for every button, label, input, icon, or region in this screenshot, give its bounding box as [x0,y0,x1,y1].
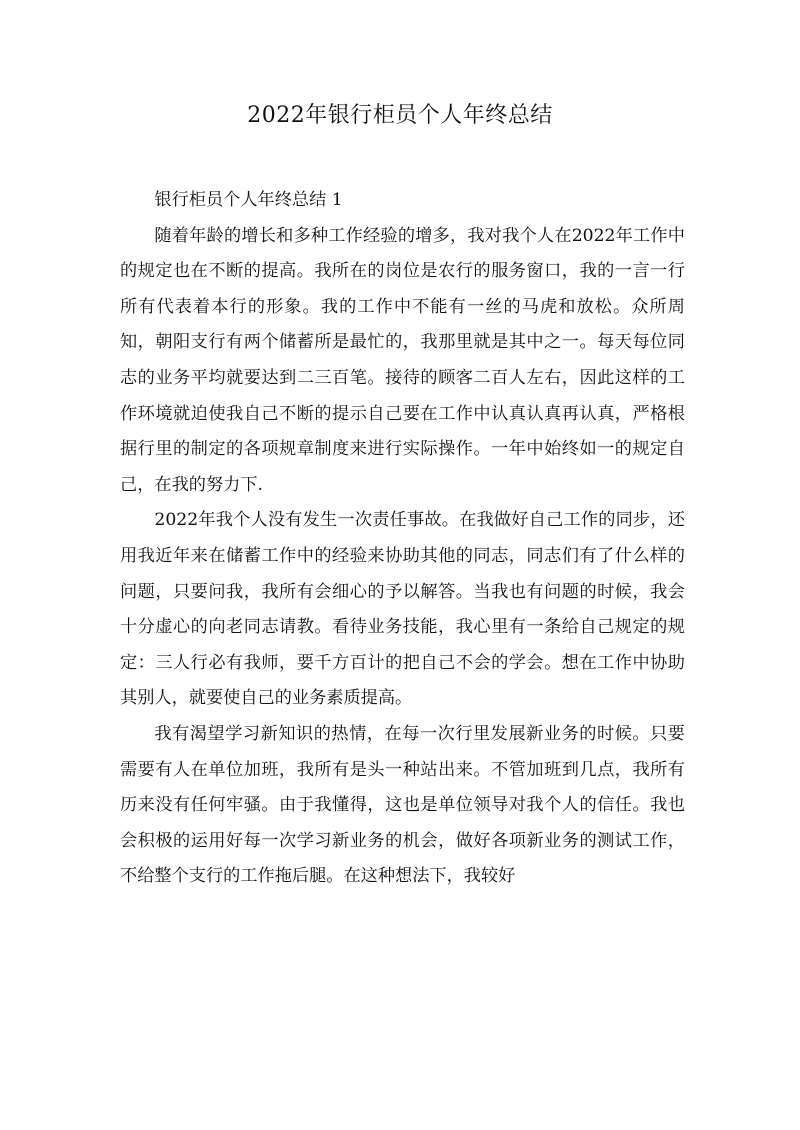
paragraph-2: 2022年我个人没有发生一次责任事故。在我做好自己工作的同步，还用我近年来在储蓄工作中的经验来协助其他的同志，同志们有了什么样的问题，只要问我，我所有会细心的予以解答。当我也有问题的时候，我会十分虚心的向老同志请教。看待业务技能，我心里有一条给自己规定的规定：三人行必有我师，要千方百计的把自己不会的学会。想在工作中协助其别人，就要使自己的业务素质提高。 [120,510,685,709]
paragraph-3: 我有渴望学习新知识的热情，在每一次行里发展新业务的时候。只要需要有人在单位加班，我所有是头一种站出来。不管加班到几点，我所有历来没有任何牢骚。由于我懂得，这也是单位领导对我个人的信任。我也会积极的运用好每一次学习新业务的机会，做好各项新业务的测试工作，不给整个支行的工作拖后腿。在这种想法下，我较好 [120,723,685,887]
document-body [120,183,685,895]
section-heading: 银行柜员个人年终总结 1 [154,190,343,210]
paragraph-1: 随着年龄的增长和多种工作经验的增多，我对我个人在2022年工作中的规定也在不断的提高。我所在的岗位是农行的服务窗口，我的一言一行所有代表着本行的形象。我的工作中不能有一丝的马虎和放松。众所周知，朝阳支行有两个储蓄所是最忙的，我那里就是其中之一。每天每位同志的业务平均就要达到二三百笔。接待的顾客二百人左右，因此这样的工作环境就迫使我自己不断的提示自己要在工作中认真认真再认真，严格根据行里的制定的各项规章制度来进行实际操作。一年中始终如一的规定自己，在我的努力下. [120,225,685,495]
document-title: 2022年银行柜员个人年终总结 [247,103,553,128]
